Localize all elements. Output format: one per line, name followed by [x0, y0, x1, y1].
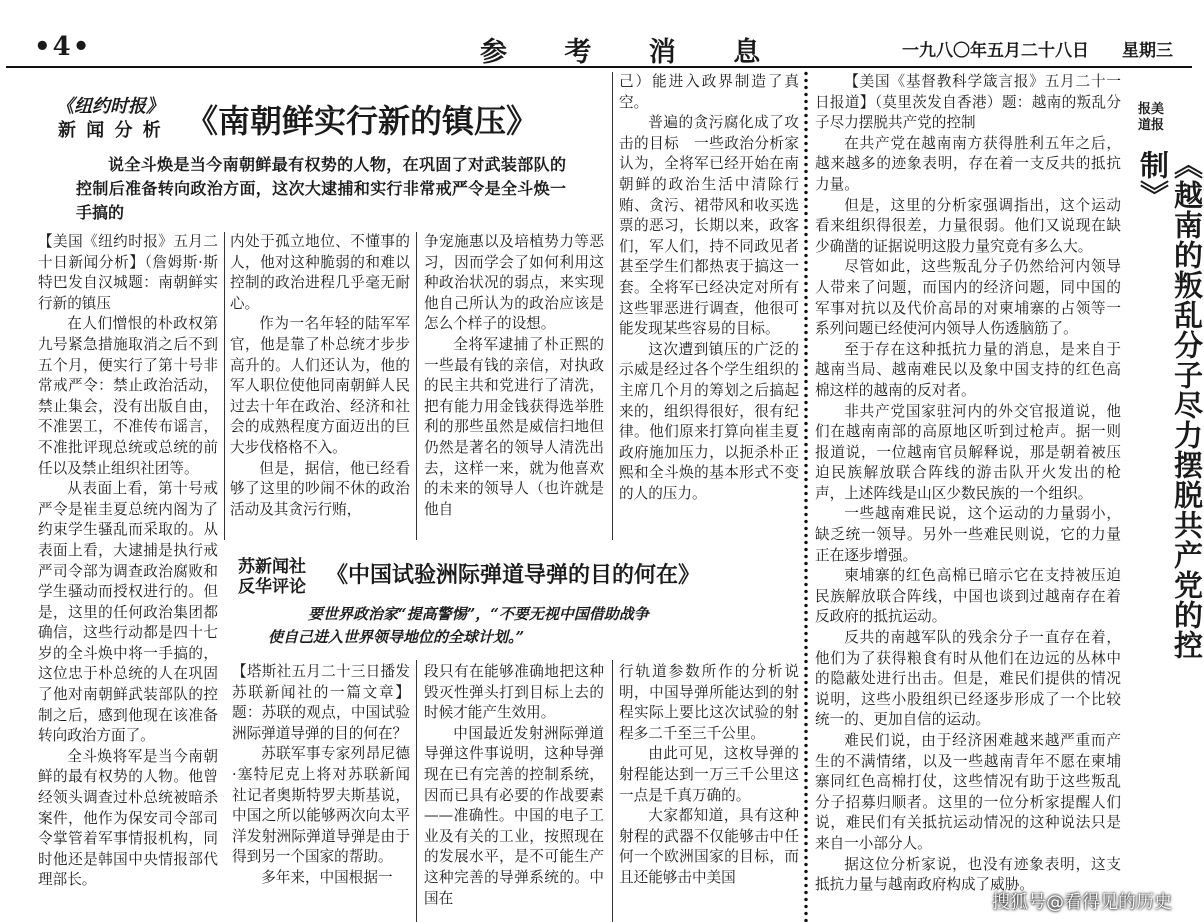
- article3-tag: [1138, 102, 1178, 134]
- article1-column-divider: [612, 72, 613, 540]
- article3-title: 《越南的叛乱分子尽力摆脱共产党的控制》: [1136, 150, 1204, 660]
- article2-column-divider: [416, 660, 417, 922]
- article2-tag-source: 苏新闻社: [238, 557, 306, 577]
- article3-dateline: 【美国《基督教科学箴言报》五月二十一日报道】（莫里茨发自香港）题：越南的叛乱分子尽力摆脱共产党的控制: [815, 73, 1121, 132]
- article1-column-1: [38, 232, 218, 922]
- article3-paragraph: 在共产党在越南南方获得胜利五年之后，越来越多的迹象表明，存在着一支反共的抵抗力量。: [815, 134, 1121, 193]
- article2-column-3: [619, 662, 799, 922]
- article3-paragraph: 尽管如此，这些叛乱分子仍然给河内领导人带来了问题，而国内的经济问题，同中国的军事对抗以及代价高昂的对柬埔寨的占领等一系列问题已经使河内领导人伤透脑筋了。: [815, 258, 1121, 338]
- article1-paragraph: 全斗焕将军是当今南朝鲜的最有权势的人物。他曾经领头调查过朴总统被暗杀案件，他作为保安司令部司令掌管着军事情报机构，同时他还是韩国中央情报部代理部长。: [38, 747, 218, 889]
- article1-paragraph: 全将军逮捕了朴正熙的一些最有钱的亲信，对执政的民主共和党进行了清洗，把有能力用金钱获得选举胜利的那些虽然是威信扫地但仍然是著名的领导人清洗出去，这样一来，就为他喜欢的未来的领导人（也许就是他自: [424, 335, 604, 518]
- article1-lead-text: 说全斗焕是当今南朝鲜最有权势的人物，在巩固了对武装部队的控制后准备转向政治方面，这次大逮捕和实行非常戒严令是全斗焕一手搞的: [76, 155, 566, 222]
- article2-column-2: [424, 662, 604, 922]
- article1-paragraph: 但是，据信，他已经看够了这里的吵闹不休的政治活动及其贪污行贿，: [230, 459, 410, 518]
- article1-paragraph: 作为一名年轻的陆军军官，他是靠了朴总统才步步高升的。人们还认为，他的军人职位使他同南朝鲜人民过去十年在政治、经济和社会的成熟程度方面迈出的巨大步伐格格不入。: [230, 315, 410, 456]
- article3-paragraph: 但是，这里的分析家强调指出，这个运动看来组织得很差，力量很弱。他们又说现在缺少确凿的证据说明这股力量究竟有多么大。: [815, 196, 1121, 255]
- article2-paragraph: 大家都知道，具有这种射程的武器不仅能够击中任何一个欧洲国家的目标，而且还能够击中美国: [619, 807, 799, 886]
- article2-paragraph: 多年来，中国根据一: [261, 868, 393, 886]
- article1-paragraph: 这次遭到镇压的广泛的示威是经过各个学生组织的主席几个月的筹划之后搞起来的，组织得很好，很有纪律。他们原来打算向崔圭夏政府施加压力，以扼杀朴正熙和全斗焕的基本形式不变的人的压力。: [619, 340, 799, 502]
- article1-paragraph: 己）能进入政界制造了真空。: [619, 73, 799, 111]
- article2-paragraph: 段只有在能够准确地把这种毁灭性弹头打到目标上去的时候才能产生效用。: [424, 663, 604, 722]
- article1-column-divider: [224, 232, 225, 540]
- article1-column-4: [619, 72, 799, 538]
- article1-title: 《南朝鲜实行新的镇压》: [186, 102, 539, 140]
- article2-lead-line2: 使自己进入世界领导地位的全球计划。”: [268, 628, 525, 646]
- article3-paragraph: 据这位分析家说，也没有迹象表明，这支抵抗力量与越南政府构成了威胁。: [815, 855, 1121, 894]
- article2-paragraph: 由此可见，这枚导弹的射程能达到一万三千公里这一点是千真万确的。: [619, 745, 799, 804]
- article1-column-3: [424, 232, 604, 538]
- article2-column-divider: [612, 660, 613, 922]
- article1-tag-source: 《纽约时报》: [56, 96, 164, 117]
- article3-tag-text: 报美道报: [1138, 102, 1165, 133]
- article1-column-divider: [416, 232, 417, 540]
- article1-paragraph: 在人们憎恨的朴政权第九号紧急措施取消之后不到五个月，便实行了第十号非常戒严令：禁止政治活动，禁止集会，没有出版自由，不准罢工，不准传布谣言，不准批评现总统或总统的前任以及禁止组织社团等。: [38, 315, 218, 477]
- article2-dateline: 【塔斯社五月二十三日播发苏联新闻社的一篇文章】题：苏联的观点，中国试验洲际弹道导弹的目的何在？: [232, 663, 410, 742]
- article2-title: 《中国试验洲际弹道导弹的目的何在》: [326, 563, 701, 588]
- article3-paragraph: 反共的南越军队的残余分子一直存在着，他们为了获得粮食有时从他们在边远的丛林中的隐蔽处进行出击。但是，难民们提供的情况说明，这些小股组织已经逐步形成了一个比较统一的、更加自信的运动。: [815, 629, 1121, 729]
- article2-tag-kind: 反华评论: [238, 577, 306, 597]
- article1-column-2: [230, 232, 410, 538]
- article3-paragraph: 一些越南难民说，这个运动的力量弱小，缺乏统一领导。另外一些难民则说，它的力量正在逐步增强。: [815, 505, 1121, 564]
- page-number: •4•: [34, 32, 92, 62]
- article1-paragraph: 从表面上看，第十号戒严令是崔圭夏总统内阁为了约束学生骚乱而采取的。从表面上看，大逮捕是执行戒严司令部为调查政治腐败和学生骚动而授权进行的。但是，这里的任何政治集团都确信，这些行动都是四十七岁的全斗焕中将一手搞的，这位忠于朴总统的人在巩固了他对南朝鲜武装部队的控制之后，感到他现在该准备转向政治方面了。: [38, 480, 218, 745]
- article2-paragraph: 苏联军事专家列昂尼德·塞特尼克上将对苏联新闻社记者奥斯特罗夫斯基说，中国之所以能够两次向太平洋发射洲际弹道导弹是由于得到另一个国家的帮助。: [232, 745, 410, 866]
- article3-paragraph: 难民们说，由于经济困难越来越严重而产生的不满情绪，以及一些越南青年不愿在柬埔寨同红色高棉打仗，这些情况有助于这些叛乱分子招募归顺者。这里的一位分析家提醒人们说，难民们有关抵抗运动情况的这种说法只是来自一小部分人。: [815, 732, 1121, 852]
- issue-date: 一九八〇年五月二十八日: [902, 41, 1089, 61]
- article1-paragraph: 争宠施惠以及培植势力等恶习，因而学会了如何利用这种政治状况的弱点，来实现他自己所认为的政治应该是怎么个样子的设想。: [424, 233, 604, 333]
- article1-paragraph: 内处于孤立地位、不懂事的人，他对这种脆弱的和难以控制的政治进程几乎毫无耐心。: [230, 233, 410, 312]
- watermark: 搜狐号@看得见的历史: [992, 892, 1172, 913]
- article1-tag-kind: 新 闻 分 析: [58, 120, 163, 141]
- article1-lead: [76, 153, 566, 225]
- article1-subhead-paragraph: 普遍的贪污腐化成了攻击的目标 一些政治分析家认为，全将军已经开始在南朝鲜的政治生活中清除行贿、贪污、裙带风和收买选票的恶习，长期以来，政客们，军人们，持不同政见者甚至学生们都热衷于搞这一套。全将军已经决定对所有这些罪恶进行调查，他很可能发现某些容易的目标。: [619, 114, 799, 338]
- article2-lead-line1: 要世界政治家“提高警惕”，“不要无视中国借助战争: [308, 605, 649, 623]
- article2-paragraph: 行轨道参数所作的分析说明，中国导弹所能达到的射程实际上要比这次试验的射程多二千至三千公里。: [619, 663, 799, 742]
- article3-paragraph: 非共产党国家驻河内的外交官报道说，他们在越南南部的高原地区听到过枪声。据一则报道说，一位越南官员解释说，那是朝着被压迫民族解放联合阵线的游击队开火发出的枪声，上述阵线是山区少数民族的一个组织。: [815, 402, 1121, 502]
- masthead-rule: [6, 66, 1192, 68]
- issue-weekday: 星期三: [1122, 41, 1173, 61]
- article3-column: [815, 72, 1121, 922]
- article2-paragraph: 中国最近发射洲际弹道导弹这件事说明，这种导弹现在已有完善的控制系统，因而已具有必要的作战要素——准确性。中国的电子工业及有关的工业，按照现在的发展水平，是不可能生产这种完善的导弹系统的。中国在: [424, 724, 604, 907]
- article3-paragraph: 至于存在这种抵抗力量的消息，是来自于越南当局、越南难民以及象中国支持的红色高棉这样的越南的反对者。: [815, 340, 1121, 399]
- article3-paragraph: 柬埔寨的红色高棉已暗示它在支持被压迫民族解放联合阵线，中国也谈到过越南存在着反政府的抵抗运动。: [815, 567, 1121, 626]
- article1-dateline: 【美国《纽约时报》五月二十日新闻分析】（詹姆斯·斯特巴发自汉城题：南朝鲜实行新的镇压: [38, 233, 218, 312]
- paper-name: 参 考 消 息: [480, 37, 785, 68]
- dotted-column-divider: [803, 70, 809, 922]
- article2-column-1: [232, 662, 410, 922]
